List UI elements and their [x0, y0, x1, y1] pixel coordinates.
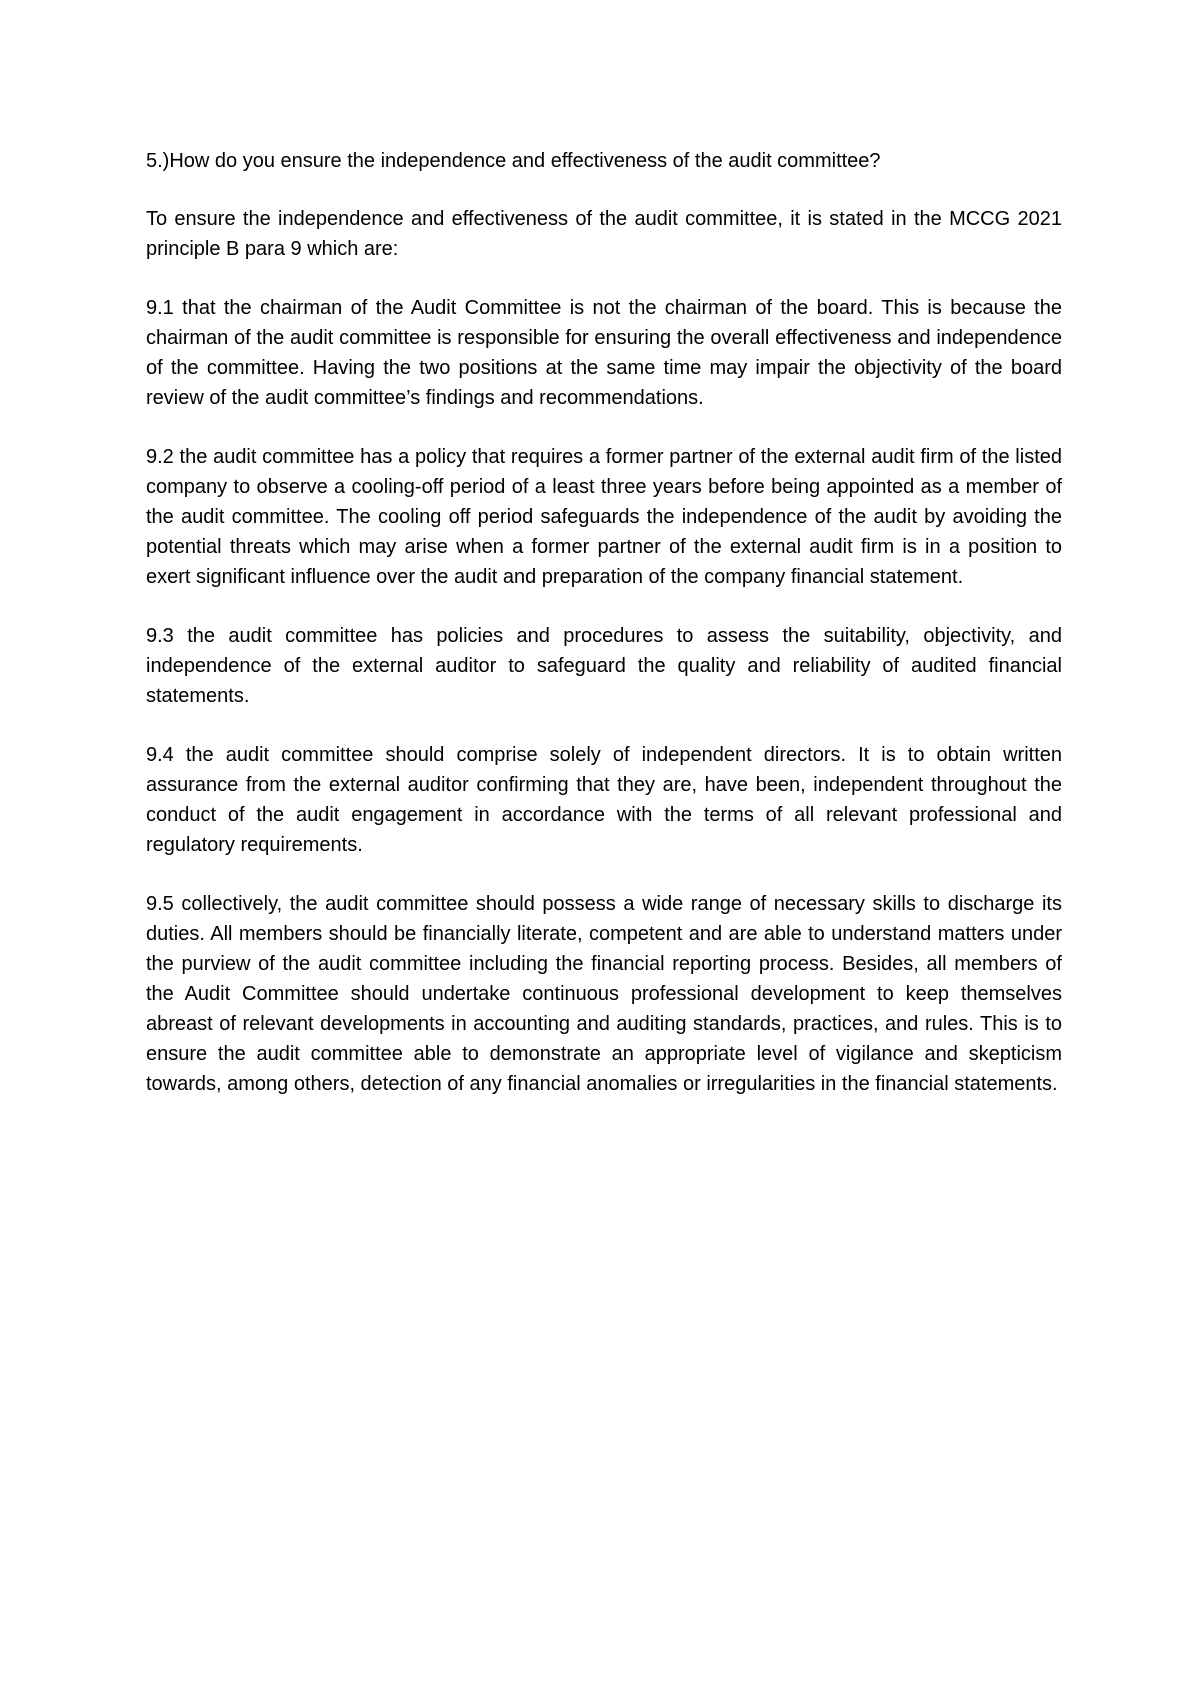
paragraph-9-1: 9.1 that the chairman of the Audit Committee is not the chairman of the board. This is because the chairman of the audit committee is responsible for ensuring the overall effectiveness and independence of the committee. Having the two positions at the same time may impair the objectivity of the board review of the audit committee’s findings and recommendations. [146, 297, 1062, 409]
paragraph-9-4: 9.4 the audit committee should comprise solely of independent directors. It is to obtain written assurance from the external auditor confirming that they are, have been, independent throughout the conduct of the audit engagement in accordance with the terms of all relevant professional and regulatory requirements. [146, 744, 1062, 856]
question-heading: 5.)How do you ensure the independence and effectiveness of the audit committee? [146, 150, 881, 172]
paragraph-9-3: 9.3 the audit committee has policies and procedures to assess the suitability, objectivity, and independence of the external auditor to safeguard the quality and reliability of audited financial statements. [146, 625, 1062, 707]
document-body [146, 146, 1062, 1128]
paragraph-9-2: 9.2 the audit committee has a policy that requires a former partner of the external audit firm of the listed company to observe a cooling-off period of a least three years before being appointed as a member of the audit committee. The cooling off period safeguards the independence of the audit by avoiding the potential threats which may arise when a former partner of the external audit firm is in a position to exert significant influence over the audit and preparation of the company financial statement. [146, 446, 1062, 588]
intro-paragraph: To ensure the independence and effectiveness of the audit committee, it is stated in the MCCG 2021 principle B para 9 which are: [146, 208, 1062, 260]
paragraph-9-5: 9.5 collectively, the audit committee should possess a wide range of necessary skills to discharge its duties. All members should be financially literate, competent and are able to understand matters under the purview of the audit committee including the financial reporting process. Besides, all members of the Audit Committee should undertake continuous professional development to keep themselves abreast of relevant developments in accounting and auditing standards, practices, and rules. This is to ensure the audit committee able to demonstrate an appropriate level of vigilance and skepticism towards, among others, detection of any financial anomalies or irregularities in the financial statements. [146, 893, 1062, 1095]
